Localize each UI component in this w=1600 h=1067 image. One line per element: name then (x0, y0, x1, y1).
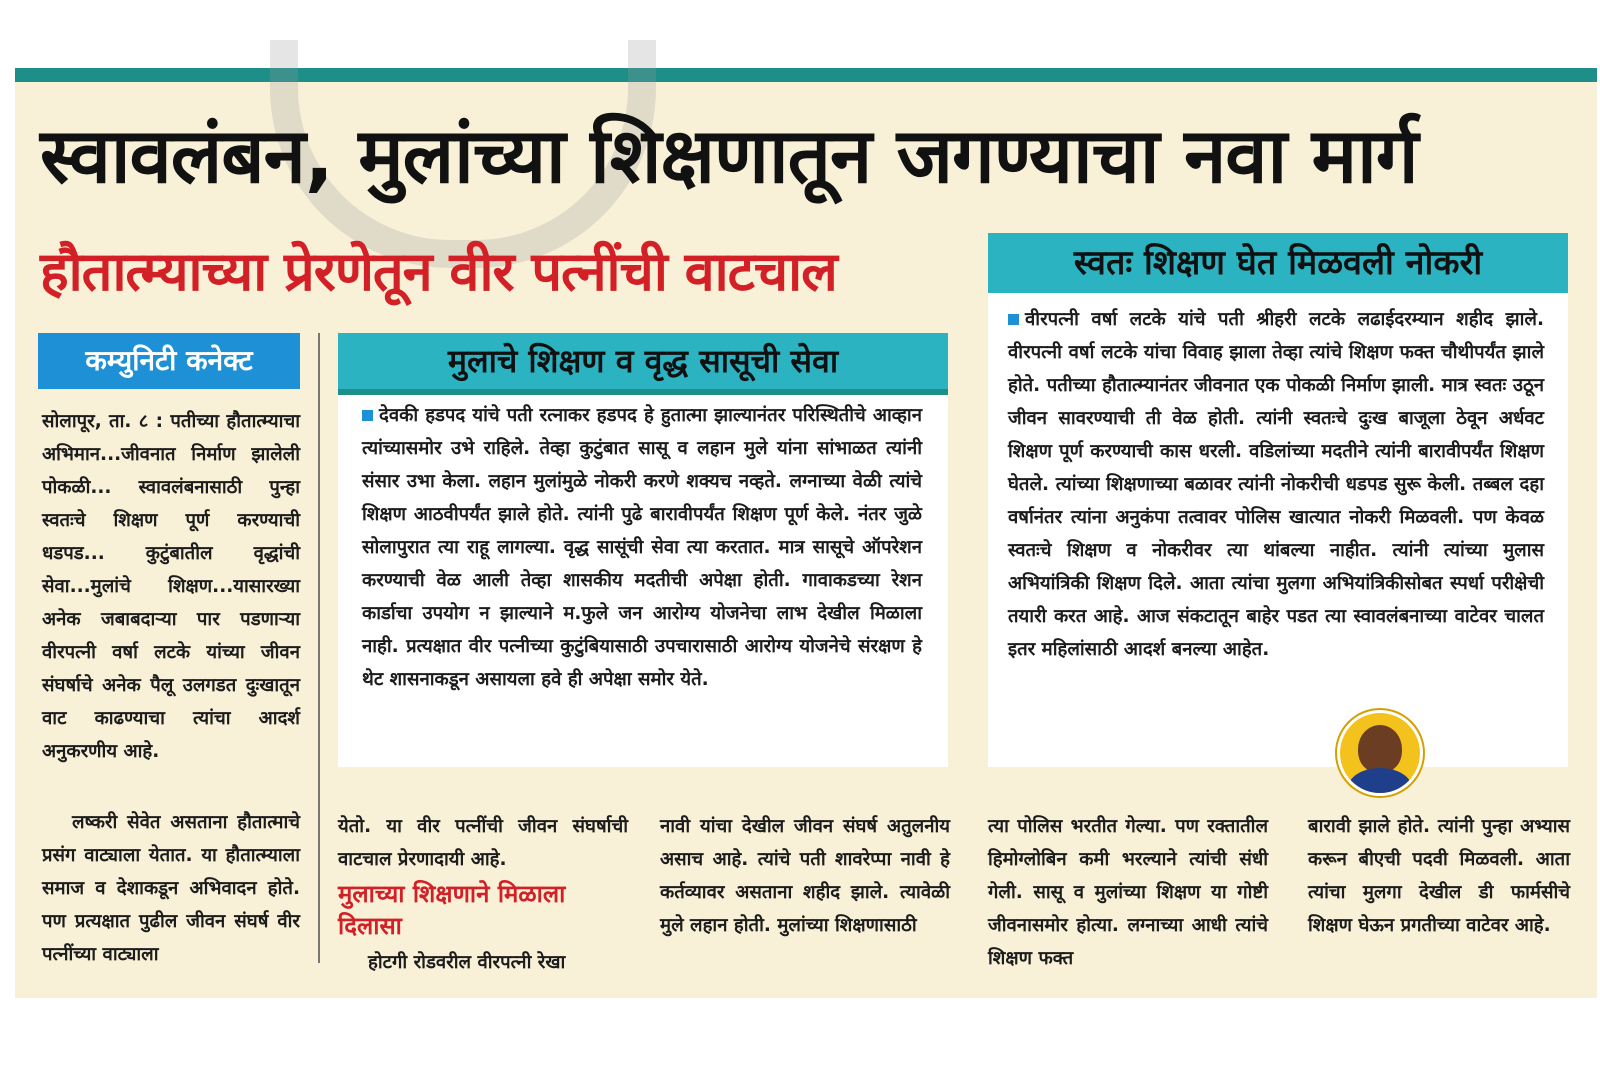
right-box-heading: स्वतः शिक्षण घेत मिळवली नोकरी (988, 233, 1568, 299)
middle-box-text-block (362, 399, 922, 696)
middle-box-heading: मुलाचे शिक्षण व वृद्ध सासूची सेवा (338, 333, 948, 395)
bottom-column-2-text: नावी यांचा देखील जीवन संघर्ष अतुलनीय असाच आहे. त्यांचे पती शावरेप्पा नावी हे कर्तव्यावर असताना शहीद झाले. त्यावेळी मुले लहान होती. मुलांच्या शिक्षणासाठी (660, 816, 950, 936)
middle-box (338, 395, 948, 767)
portrait-face (1358, 725, 1402, 773)
author-stamp-logo (1337, 710, 1423, 796)
bullet-square-icon (1008, 314, 1019, 325)
bottom-column-1 (338, 810, 628, 979)
left-column-para-2: लष्करी सेवेत असताना हौतात्माचे प्रसंग वाट्याला येतात. या हौतात्म्याला समाज व देशाकडून अभिवादन होते. पण प्रत्यक्षात पुढील जीवन संघर्ष वीर पत्नींच्या वाट्याला (42, 812, 300, 965)
bottom-column-1-text: येतो. या वीर पत्नींची जीवन संघर्षाची वाटचाल प्रेरणादायी आहे. (338, 816, 628, 870)
middle-box-text: देवकी हडपद यांचे पती रत्नाकर हडपद हे हुतात्मा झाल्यानंतर परिस्थितीचे आव्हान त्यांच्यासमोर उभे राहिले. तेव्हा कुटुंबात सासू व लहान मुले यांना सांभाळत त्यांनी संसार उभा केला. लहान मुलांमुळे नोकरी करणे शक्यच नव्हते. लग्नाच्या वेळी त्यांचे शिक्षण आठवीपर्यंत झाले होते. त्यांनी पुढे बारावीपर्यंत शिक्षण पूर्ण केले. नंतर जुळे सोलापुरात त्या राहू लागल्या. वृद्ध सासूंची सेवा त्या करतात. मात्र सासूचे ऑपरेशन करण्याची वेळ आली तेव्हा शासकीय मदतीची अपेक्षा होती. गावाकडच्या रेशन कार्डाचा उपयोग न झाल्याने म.फुले जन आरोग्य योजनेचा लाभ देखील मिळाला नाही. प्रत्यक्षात वीर पत्नीच्या कुटुंबियासाठी उपचारासाठी आरोग्य योजनेचे संरक्षण हे थेट शासनाकडून असायला हवे ही अपेक्षा समोर येते. (362, 405, 922, 690)
right-box-text-block (1008, 303, 1544, 666)
bottom-column-3 (988, 810, 1278, 975)
top-color-bar (15, 68, 1597, 82)
bottom-column-1-text-2: होटगी रोडवरील वीरपत्नी रेखा (368, 952, 566, 973)
column-divider (318, 333, 320, 963)
bottom-column-1-subhead: मुलाच्या शिक्षणाने मिळाला दिलासा (338, 880, 566, 940)
right-box (988, 293, 1568, 767)
bottom-column-3-text: त्या पोलिस भरतीत गेल्या. पण रक्तातील हिमोग्लोबिन कमी भरल्याने त्यांची संधी गेली. सासू व मुलांच्या शिक्षण या गोष्टी जीवनासमोर होत्या. लग्नाच्या आधी त्यांचे शिक्षण फक्त (988, 816, 1268, 969)
bullet-square-icon (362, 410, 373, 421)
bottom-column-4-text: बारावी झाले होते. त्यांनी पुन्हा अभ्यास करून बीएची पदवी मिळवली. आता त्यांचा मुलगा देखील डी फार्मसीचे शिक्षण घेऊन प्रगतीच्या वाटेवर आहे. (1308, 816, 1570, 936)
right-box-text: वीरपत्नी वर्षा लटके यांचे पती श्रीहरी लटके लढाईदरम्यान शहीद झाले. वीरपत्नी वर्षा लटके यांचा विवाह झाला तेव्हा त्यांचे शिक्षण फक्त चौथीपर्यंत झाले होते. पतीच्या हौतात्म्यानंतर जीवनात एक पोकळी निर्माण झाली. मात्र स्वतः उठून जीवन सावरण्याची ती वेळ होती. त्यांनी स्वतःचे दुःख बाजूला ठेवून अर्धवट शिक्षण पूर्ण करण्याची कास धरली. वडिलांच्या मदतीने त्यांनी बारावीपर्यंत शिक्षण घेतले. त्यांच्या शिक्षणाच्या बळावर त्यांनी नोकरीची धडपड सुरू केली. तब्बल दहा वर्षानंतर त्यांना अनुकंपा तत्वावर पोलिस खात्यात नोकरी मिळवली. पण केवळ स्वतःचे शिक्षण व नोकरीवर त्या थांबल्या नाहीत. त्यांनी त्यांच्या मुलास अभियांत्रिकी शिक्षण दिले. आता त्यांचा मुलगा अभियांत्रिकीसोबत स्पर्धा परीक्षेची तयारी करत आहे. आज संकटातून बाहेर पडत त्या स्वावलंबनाच्या वाटेवर चालत इतर महिलांसाठी आदर्श बनल्या आहेत. (1008, 309, 1544, 660)
bottom-column-4 (1308, 810, 1598, 942)
left-column-para-1: सोलापूर, ता. ८ : पतीच्या हौतात्म्याचा अभिमान...जीवनात निर्माण झालेली पोकळी... स्वावलंबनासाठी पुन्हा स्वतःचे शिक्षण पूर्ण करण्याची धडपड... कुटुंबातील वृद्धांची सेवा...मुलांचे शिक्षण...यासारख्या अनेक जबाबदाऱ्या पार पडणाऱ्या वीरपत्नी वर्षा लटके यांच्या जीवन संघर्षाचे अनेक पैलू उलगडत दुःखातून वाट काढण्याचा त्यांचा आदर्श अनुकरणीय आहे. (42, 411, 300, 762)
headline: स्वावलंबन, मुलांच्या शिक्षणातून जगण्याचा नवा मार्ग (40, 111, 1418, 200)
subheadline: हौतात्म्याच्या प्रेरणेतून वीर पत्नींची वाटचाल (40, 240, 837, 303)
bottom-column-2 (660, 810, 950, 942)
portrait-shirt (1348, 768, 1412, 796)
community-connect-label: कम्युनिटी कनेक्ट (38, 333, 300, 389)
